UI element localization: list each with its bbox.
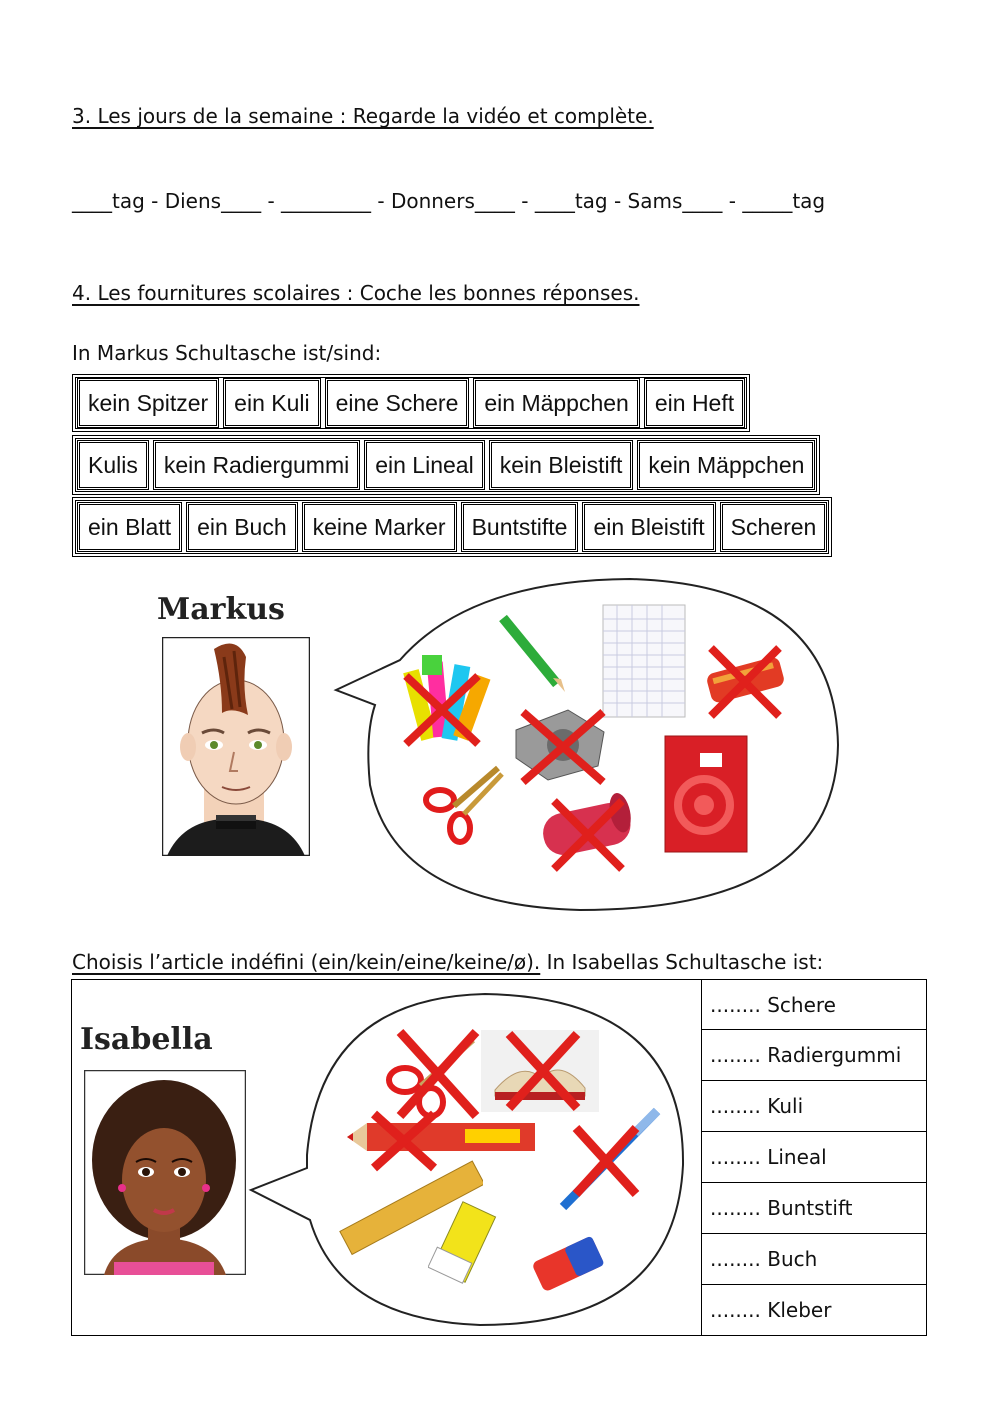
paper-sheet-icon <box>602 604 686 718</box>
glue-stick-icon <box>428 1198 508 1288</box>
chip-eine-schere[interactable]: eine Schere <box>325 378 470 428</box>
chip-ein-buch[interactable]: ein Buch <box>186 502 298 552</box>
chip-scheren[interactable]: Scheren <box>720 502 828 552</box>
answer-blank[interactable]: ........ <box>710 1043 761 1067</box>
answer-noun: Kuli <box>767 1094 804 1118</box>
answer-row-buntstift <box>701 1183 927 1234</box>
markus-prompt: In Markus Schultasche ist/sind: <box>72 341 382 365</box>
weekdays-fill-line: ____tag - Diens____ - _________ - Donners____ - ____tag - Sams____ - _____tag <box>72 189 826 213</box>
chip-ein-heft[interactable]: ein Heft <box>644 378 745 428</box>
cross-mark-icon <box>570 1122 642 1200</box>
answer-blank[interactable]: ........ <box>710 1247 761 1271</box>
word-row-3 <box>72 497 832 557</box>
chip-ein-kuli[interactable]: ein Kuli <box>223 378 320 428</box>
section3-heading: 3. Les jours de la semaine : Regarde la vidéo et complète. <box>72 104 654 128</box>
chip-ein-lineal[interactable]: ein Lineal <box>364 440 484 490</box>
answer-noun: Lineal <box>767 1145 827 1169</box>
cross-mark-icon <box>515 704 610 789</box>
chip-ein-blatt[interactable]: ein Blatt <box>77 502 182 552</box>
article-answer-table <box>701 979 927 1336</box>
green-pencil-icon <box>495 612 570 697</box>
cross-mark-icon <box>705 642 785 722</box>
markus-portrait <box>162 637 310 856</box>
chip-ein-maeppchen[interactable]: ein Mäppchen <box>473 378 640 428</box>
answer-row-schere <box>701 979 927 1030</box>
answer-row-buch <box>701 1234 927 1285</box>
cross-mark-icon <box>548 795 628 875</box>
section4-heading: 4. Les fournitures scolaires : Coche les bonnes réponses. <box>72 281 640 305</box>
cross-mark-icon <box>503 1028 583 1113</box>
answer-row-radiergummi <box>701 1030 927 1081</box>
markus-name: Markus <box>157 592 285 627</box>
chip-buntstifte[interactable]: Buntstifte <box>461 502 579 552</box>
article-instruction: Choisis l’article indéfini (ein/kein/eine/keine/ø). <box>72 950 541 974</box>
chip-kein-radiergummi[interactable]: kein Radiergummi <box>153 440 360 490</box>
isabella-portrait <box>84 1070 246 1275</box>
chip-kein-spitzer[interactable]: kein Spitzer <box>77 378 219 428</box>
isabella-prompt-rest: In Isabellas Schultasche ist: <box>540 950 824 974</box>
answer-blank[interactable]: ........ <box>710 1298 761 1322</box>
word-row-2 <box>72 435 820 495</box>
cross-mark-icon <box>400 670 485 750</box>
chip-kulis[interactable]: Kulis <box>77 440 149 490</box>
chip-ein-bleistift[interactable]: ein Bleistift <box>582 502 715 552</box>
answer-noun: Schere <box>767 992 836 1017</box>
answer-blank[interactable]: ........ <box>710 992 761 1017</box>
word-row-1 <box>72 374 750 432</box>
answer-blank[interactable]: ........ <box>710 1196 761 1220</box>
chip-kein-bleistift[interactable]: kein Bleistift <box>489 440 634 490</box>
isabella-prompt <box>72 950 823 974</box>
chip-keine-marker[interactable]: keine Marker <box>302 502 457 552</box>
answer-blank[interactable]: ........ <box>710 1145 761 1169</box>
cross-mark-icon <box>368 1108 440 1174</box>
answer-blank[interactable]: ........ <box>710 1094 761 1118</box>
answer-row-kuli <box>701 1081 927 1132</box>
answer-noun: Buch <box>767 1247 818 1271</box>
answer-noun: Buntstift <box>767 1196 853 1220</box>
scissors-icon <box>420 760 510 850</box>
chip-kein-maeppchen[interactable]: kein Mäppchen <box>637 440 815 490</box>
eraser-icon <box>525 1230 610 1298</box>
answer-noun: Kleber <box>767 1298 832 1322</box>
answer-noun: Radiergummi <box>767 1043 902 1067</box>
answer-row-kleber <box>701 1285 927 1336</box>
isabella-name: Isabella <box>80 1022 213 1057</box>
answer-row-lineal <box>701 1132 927 1183</box>
red-notebook-icon <box>664 735 748 853</box>
